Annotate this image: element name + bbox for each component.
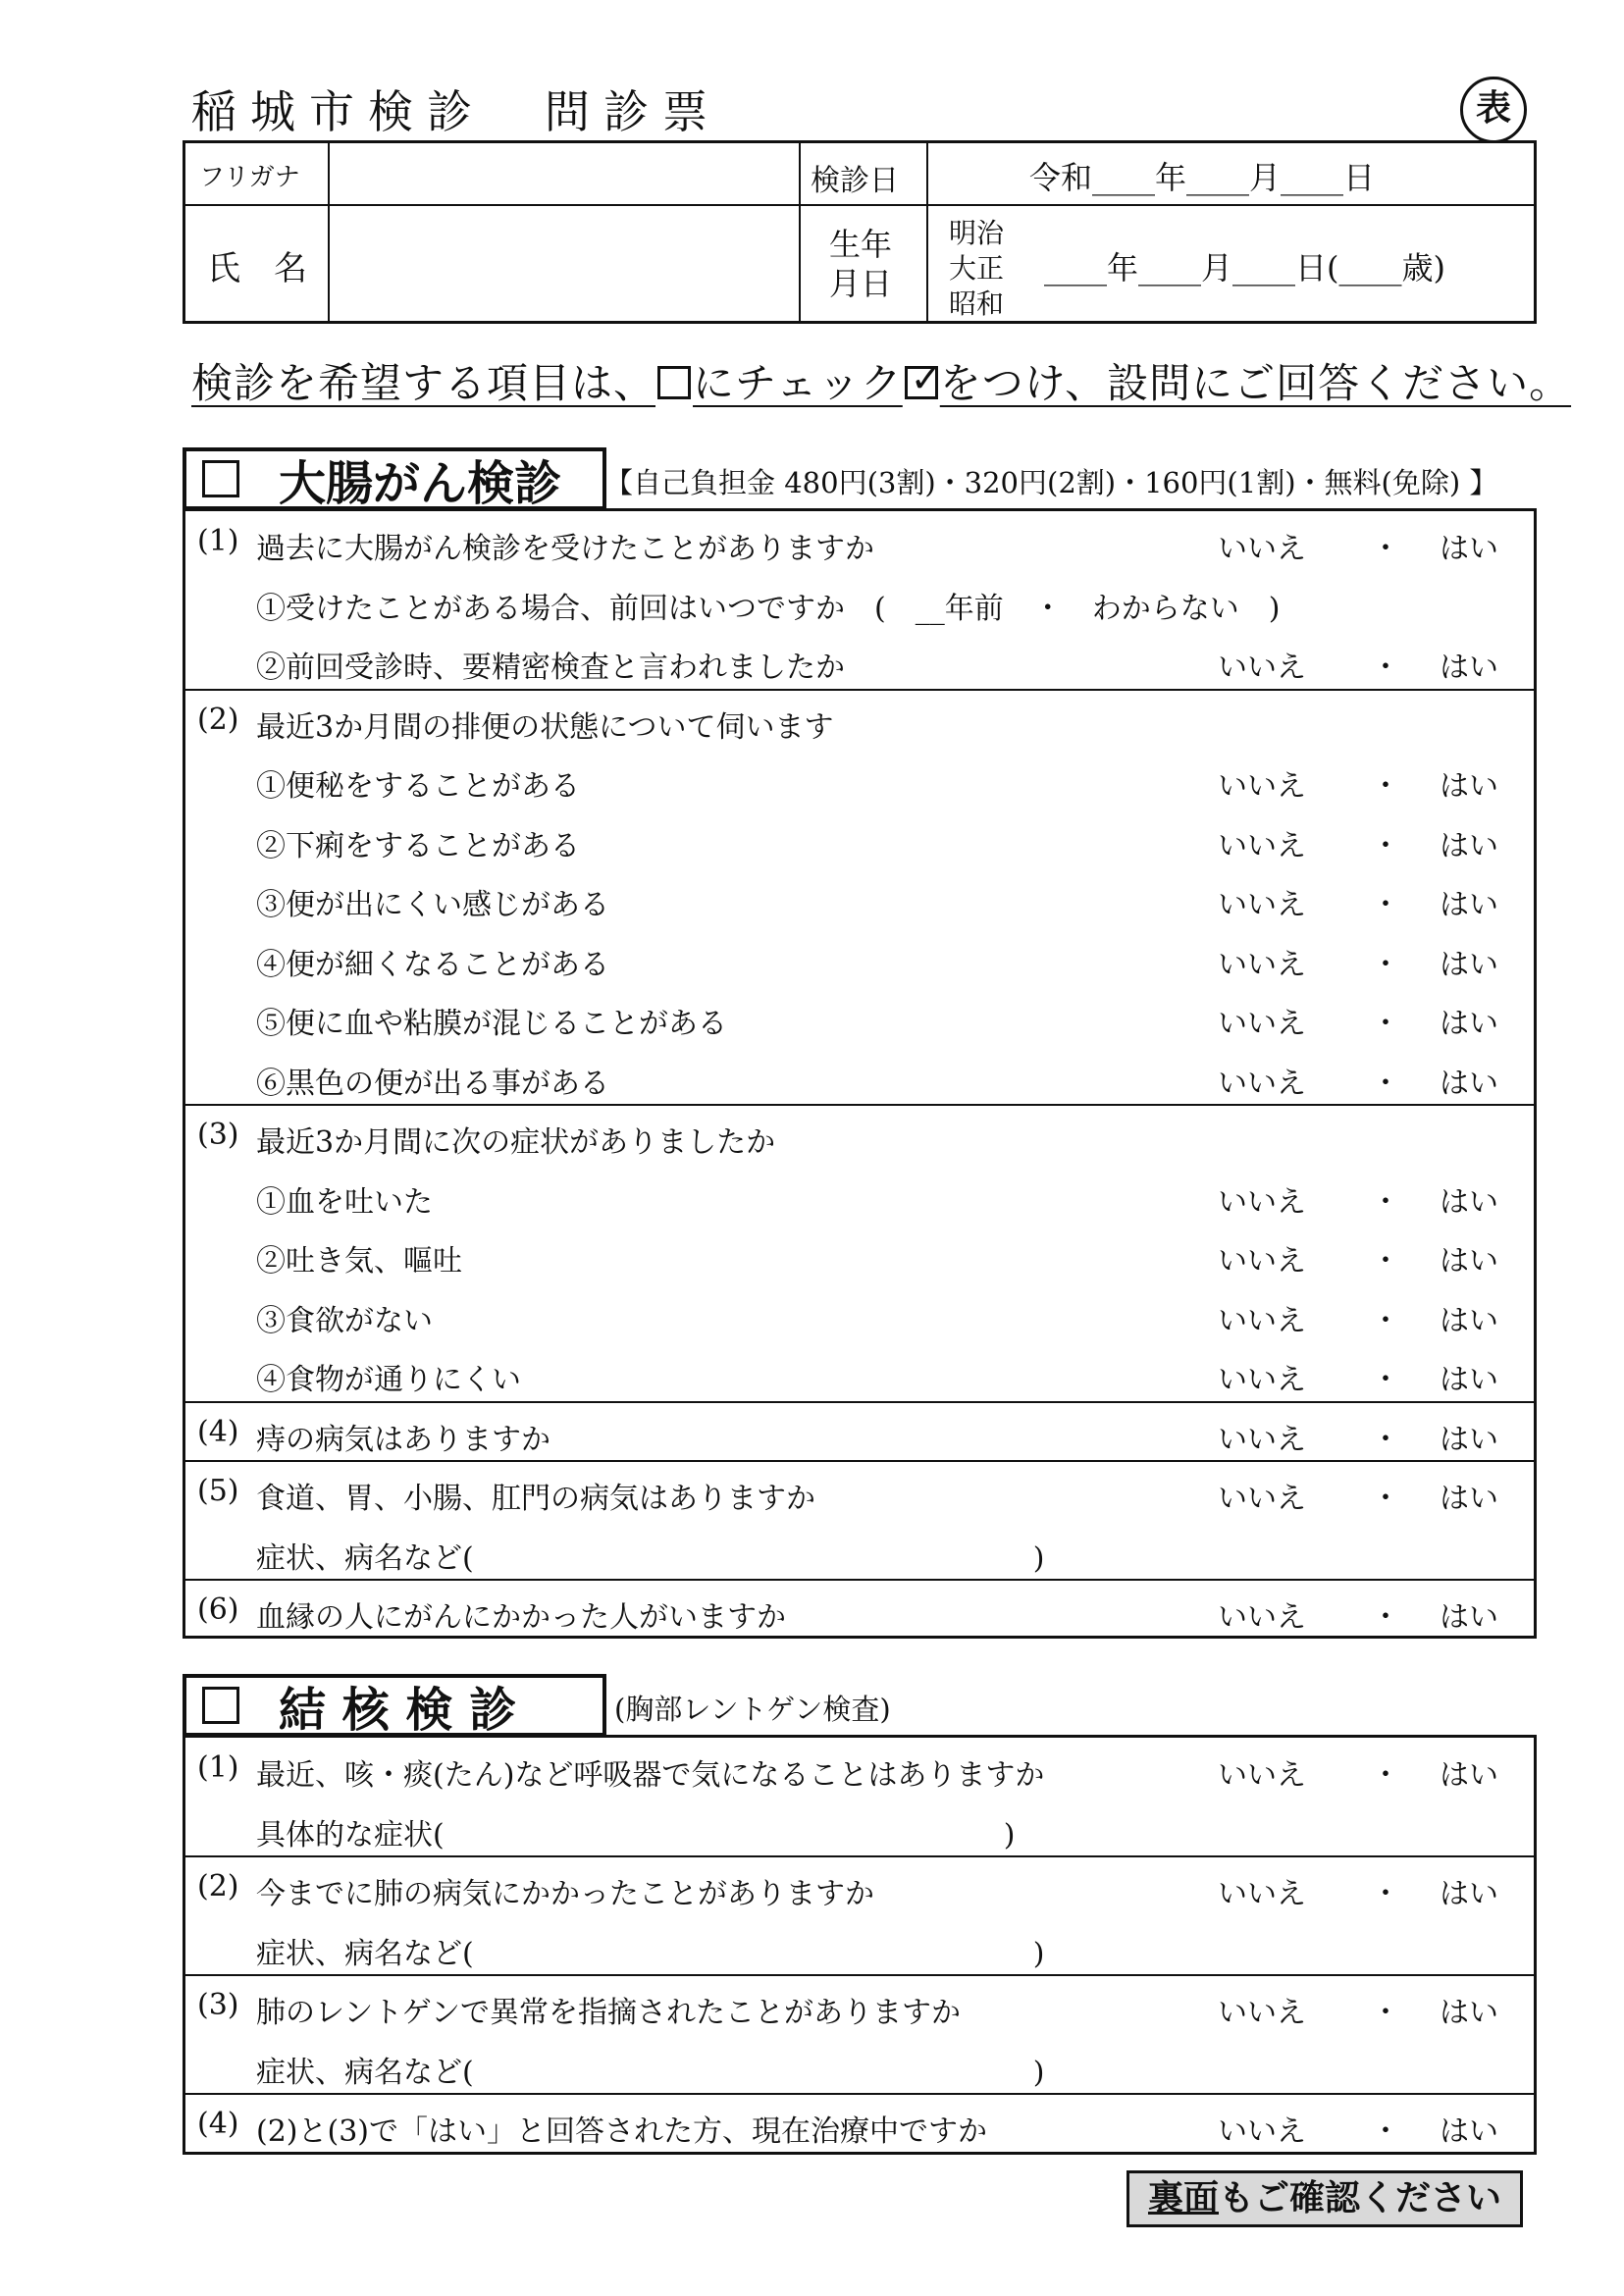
answer-no[interactable]: いいえ <box>1218 1007 1306 1041</box>
question-row <box>185 1975 1534 2034</box>
era-meiji[interactable]: 明治 <box>949 217 1005 249</box>
answer-yes[interactable]: はい <box>1440 2114 1498 2149</box>
furigana-label: フリガナ <box>199 163 300 192</box>
answer-separator: ・ <box>1371 769 1400 804</box>
question-number: (3) <box>197 1118 239 1152</box>
answer-separator: ・ <box>1371 1007 1400 1041</box>
answer-separator: ・ <box>1371 828 1400 863</box>
question-row <box>185 1798 1534 1856</box>
question-row <box>185 1046 1534 1105</box>
answer-separator: ・ <box>1371 1184 1400 1220</box>
answer-no[interactable]: いいえ <box>1218 888 1306 922</box>
answer-separator: ・ <box>1371 532 1400 566</box>
front-side-mark: 表 <box>1460 77 1527 143</box>
question-text: 最近3か月間の排便の状態について伺います <box>256 709 834 745</box>
birthdate-field[interactable]: ____年____月____日(____歳) <box>1044 249 1445 287</box>
answer-separator: ・ <box>1371 1422 1400 1457</box>
answer-yes[interactable]: はい <box>1440 1007 1498 1041</box>
question-number: (4) <box>197 1414 239 1449</box>
answer-separator: ・ <box>1371 1482 1400 1516</box>
answer-no[interactable]: いいえ <box>1218 1422 1306 1457</box>
answer-no[interactable]: いいえ <box>1218 947 1306 982</box>
answer-yes[interactable]: はい <box>1440 1996 1498 2030</box>
question-text: ⑤便に血や粘膜が混じることがある <box>256 1007 727 1041</box>
question-row <box>185 749 1534 808</box>
furigana-field[interactable] <box>332 143 797 202</box>
question-text: 具体的な症状( ) <box>256 1817 1016 1852</box>
instruction-before: 検診を希望する項目は、 <box>191 359 656 407</box>
instruction-after: をつけ、設問にご回答ください。 <box>939 359 1572 407</box>
answer-separator: ・ <box>1371 1758 1400 1793</box>
answer-separator: ・ <box>1371 1600 1400 1635</box>
tb-section-header[interactable] <box>183 1674 606 1737</box>
birthdate-label-1: 生年 <box>829 226 893 263</box>
answer-no[interactable]: いいえ <box>1218 1363 1306 1397</box>
answer-yes[interactable]: はい <box>1440 1244 1498 1278</box>
personal-info-table <box>183 140 1537 324</box>
tb-title: 結 核 検 診 <box>279 1682 517 1738</box>
answer-yes[interactable]: はい <box>1440 1363 1498 1397</box>
question-row <box>185 809 1534 867</box>
question-text: 今までに肺の病気にかかったことがありますか <box>256 1877 874 1911</box>
answer-separator: ・ <box>1371 651 1400 685</box>
question-row <box>185 1916 1534 1975</box>
question-number: (3) <box>197 1988 239 2022</box>
question-text: ③便が出にくい感じがある <box>256 888 609 922</box>
answer-separator: ・ <box>1371 1244 1400 1278</box>
answer-yes[interactable]: はい <box>1440 651 1498 685</box>
question-text: 食道、胃、小腸、肛門の病気はありますか <box>256 1482 815 1516</box>
question-row <box>185 927 1534 986</box>
answer-no[interactable]: いいえ <box>1218 532 1306 566</box>
answer-yes[interactable]: はい <box>1440 769 1498 804</box>
answer-separator: ・ <box>1371 1877 1400 1911</box>
answer-yes[interactable]: はい <box>1440 1758 1498 1793</box>
question-row <box>185 2035 1534 2094</box>
question-text: ③食欲がない <box>256 1303 433 1338</box>
answer-no[interactable]: いいえ <box>1218 2114 1306 2149</box>
question-row <box>185 1580 1534 1639</box>
colorectal-questions <box>183 508 1537 1639</box>
colorectal-section-header[interactable] <box>183 447 606 510</box>
question-row <box>185 986 1534 1045</box>
question-number: (2) <box>197 702 239 737</box>
exam-date-field[interactable]: 令和____年____月____日 <box>1029 159 1376 196</box>
question-number: (6) <box>197 1592 239 1627</box>
answer-separator: ・ <box>1371 947 1400 982</box>
answer-separator: ・ <box>1371 1363 1400 1397</box>
question-text: ④食物が通りにくい <box>256 1363 521 1397</box>
question-row <box>185 1165 1534 1224</box>
question-number: (1) <box>197 1750 239 1785</box>
tb-checkbox[interactable] <box>202 1687 239 1724</box>
question-row <box>185 630 1534 689</box>
name-field[interactable] <box>332 208 797 321</box>
answer-no[interactable]: いいえ <box>1218 1184 1306 1220</box>
checked-checkbox-icon <box>905 366 938 399</box>
answer-no[interactable]: いいえ <box>1218 651 1306 685</box>
question-row <box>185 1283 1534 1342</box>
birthdate-label-2: 月日 <box>829 265 893 302</box>
answer-no[interactable]: いいえ <box>1218 1600 1306 1635</box>
question-row <box>185 511 1534 570</box>
question-text: 症状、病名など( ) <box>256 1540 1045 1576</box>
question-text: 肺のレントゲンで異常を指摘されたことがありますか <box>256 1996 962 2030</box>
instruction-mid: にチェック <box>693 359 903 407</box>
answer-yes[interactable]: はい <box>1440 1066 1498 1101</box>
question-row <box>185 2094 1534 2153</box>
question-text: 最近、咳・痰(たん)など呼吸器で気になることはありますか <box>256 1758 1045 1793</box>
question-row <box>185 867 1534 926</box>
question-text: ②前回受診時、要精密検査と言われましたか <box>256 651 845 685</box>
answer-yes[interactable]: はい <box>1440 1600 1498 1635</box>
answer-separator: ・ <box>1371 1303 1400 1338</box>
exam-date-label: 検診日 <box>811 164 899 198</box>
question-number: (4) <box>197 2107 239 2141</box>
question-text: 症状、病名など( ) <box>256 2055 1045 2090</box>
back-side-rest: もご確認ください <box>1219 2178 1502 2218</box>
answer-yes[interactable]: はい <box>1440 1184 1498 1220</box>
question-number: (1) <box>197 524 239 558</box>
question-text: ②吐き気、嘔吐 <box>256 1244 462 1278</box>
question-text: (2)と(3)で「はい」と回答された方、現在治療中ですか <box>256 2114 987 2149</box>
question-row <box>185 1105 1534 1164</box>
answer-yes[interactable]: はい <box>1440 1303 1498 1338</box>
answer-no[interactable]: いいえ <box>1218 1877 1306 1911</box>
answer-no[interactable]: いいえ <box>1218 1482 1306 1516</box>
question-row <box>185 1224 1534 1282</box>
question-text: ①便秘をすることがある <box>256 769 580 804</box>
answer-no[interactable]: いいえ <box>1218 828 1306 863</box>
question-text: 最近3か月間に次の症状がありましたか <box>256 1125 776 1160</box>
question-text: ①血を吐いた <box>256 1184 433 1220</box>
question-text: 血縁の人にがんにかかった人がいますか <box>256 1600 786 1635</box>
question-text: ①受けたことがある場合、前回はいつですか ( __年前 ・ わからない ) <box>256 591 1281 626</box>
question-text: ④便が細くなることがある <box>256 947 609 982</box>
question-row <box>185 571 1534 630</box>
answer-separator: ・ <box>1371 888 1400 922</box>
answer-no[interactable]: いいえ <box>1218 1244 1306 1278</box>
question-text: ⑥黒色の便が出る事がある <box>256 1066 609 1101</box>
answer-no[interactable]: いいえ <box>1218 1758 1306 1793</box>
era-showa[interactable]: 昭和 <box>949 287 1005 320</box>
answer-yes[interactable]: はい <box>1440 1482 1498 1516</box>
answer-no[interactable]: いいえ <box>1218 1996 1306 2030</box>
back-side-notice <box>1126 2170 1523 2227</box>
answer-yes[interactable]: はい <box>1440 532 1498 566</box>
question-text: 過去に大腸がん検診を受けたことがありますか <box>256 532 874 566</box>
question-row <box>185 1521 1534 1580</box>
colorectal-fee-note: 【自己負担金 480円(3割)・320円(2割)・160円(1割)・無料(免除) 】 <box>604 466 1498 499</box>
colorectal-checkbox[interactable] <box>202 460 239 497</box>
tb-questions <box>183 1735 1537 2155</box>
answer-separator: ・ <box>1371 2114 1400 2149</box>
colorectal-title: 大腸がん検診 <box>279 455 562 511</box>
question-text: ②下痢をすることがある <box>256 828 580 863</box>
era-taisho[interactable]: 大正 <box>949 252 1005 285</box>
answer-yes[interactable]: はい <box>1440 947 1498 982</box>
question-row <box>185 690 1534 749</box>
question-row <box>185 1342 1534 1401</box>
question-number: (5) <box>197 1474 239 1508</box>
question-row <box>185 1856 1534 1915</box>
tb-note: (胸部レントゲン検査) <box>614 1693 891 1726</box>
answer-yes[interactable]: はい <box>1440 828 1498 863</box>
answer-yes[interactable]: はい <box>1440 888 1498 922</box>
answer-separator: ・ <box>1371 1996 1400 2030</box>
answer-no[interactable]: いいえ <box>1218 1066 1306 1101</box>
question-text: 痔の病気はありますか <box>256 1422 550 1457</box>
question-row <box>185 1461 1534 1520</box>
question-row <box>185 1738 1534 1797</box>
question-text: 症状、病名など( ) <box>256 1936 1045 1971</box>
empty-checkbox-icon <box>657 366 691 399</box>
form-title: 稲城市検診 問診票 <box>191 85 721 138</box>
name-label: 氏 名 <box>207 249 307 288</box>
question-row <box>185 1402 1534 1461</box>
answer-yes[interactable]: はい <box>1440 1877 1498 1911</box>
answer-yes[interactable]: はい <box>1440 1422 1498 1457</box>
instruction-text <box>191 351 1571 410</box>
answer-separator: ・ <box>1371 1066 1400 1101</box>
answer-no[interactable]: いいえ <box>1218 769 1306 804</box>
question-number: (2) <box>197 1869 239 1904</box>
back-side-word: 裏面 <box>1147 2178 1219 2218</box>
answer-no[interactable]: いいえ <box>1218 1303 1306 1338</box>
